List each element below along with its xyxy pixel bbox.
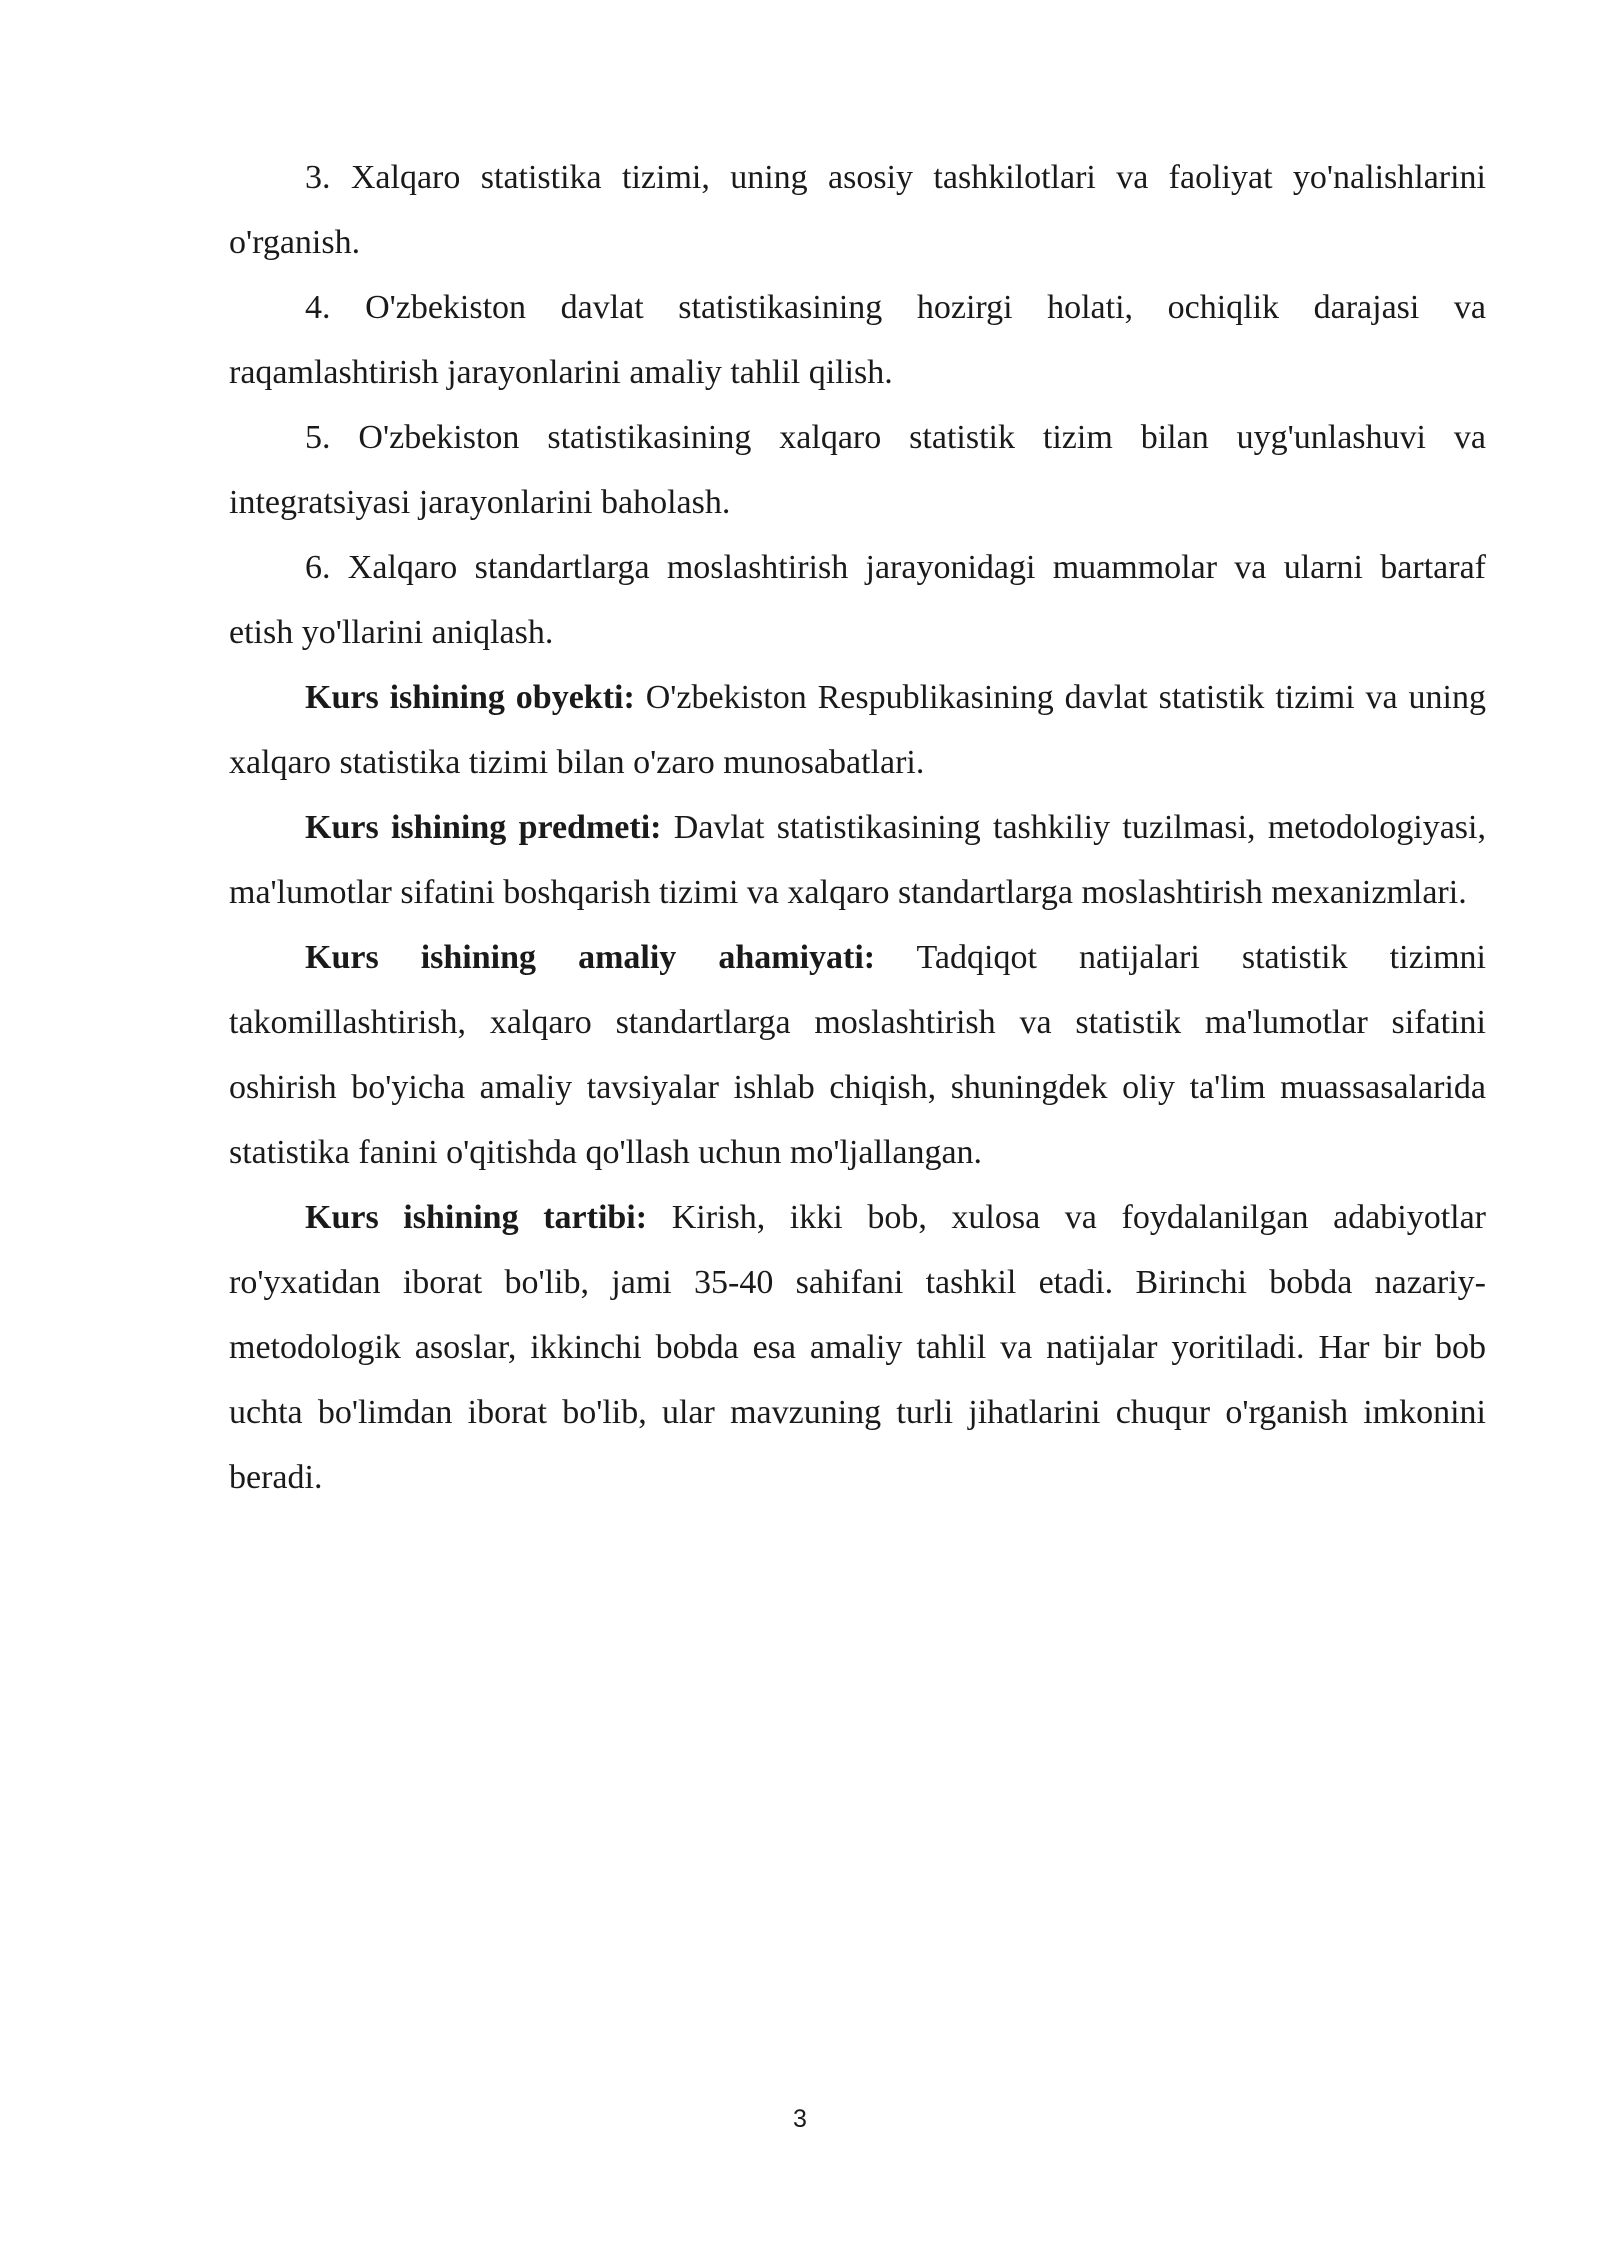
object-label: Kurs ishining obyekti: [305, 679, 635, 716]
subject-label: Kurs ishining predmeti: [305, 809, 662, 846]
list-item-5: 5. O'zbekiston statistikasining xalqaro statistik tizim bilan uyg'unlashuvi va integratsiyasi jarayonlarini baholash. [229, 419, 1486, 521]
structure-paragraph [229, 1185, 1486, 1510]
subject-text: Davlat statistikasining tashkiliy tuzilmasi, metodologiyasi, ma'lumotlar sifatini boshqarish tizimi va xalqaro standartlarga moslashtirish mexanizmlari. [229, 809, 1486, 911]
object-text: O'zbekiston Respublikasining davlat statistik tizimi va uning xalqaro statistika tizimi bilan o'zaro munosabatlari. [229, 679, 1487, 781]
structure-label: Kurs ishining tartibi: [305, 1199, 648, 1236]
list-item-6: 6. Xalqaro standartlarga moslashtirish jarayonidagi muammolar va ularni bartaraf etish yo'llarini aniqlash. [229, 549, 1486, 651]
object-paragraph [229, 665, 1486, 795]
subject-paragraph [229, 795, 1486, 925]
list-item-4: 4. O'zbekiston davlat statistikasining hozirgi holati, ochiqlik darajasi va raqamlashtirish jarayonlarini amaliy tahlil qilish. [229, 289, 1486, 391]
page-number: 3 [793, 2105, 807, 2133]
page-body [229, 145, 1486, 1510]
list-item-3: 3. Xalqaro statistika tizimi, uning asosiy tashkilotlari va faoliyat yo'nalishlarini o'rganish. [229, 159, 1486, 261]
significance-text: Tadqiqot natijalari statistik tizimni takomillashtirish, xalqaro standartlarga moslashtirish va statistik ma'lumotlar sifatini oshirish bo'yicha amaliy tavsiyalar ishlab chiqish, shuningdek oliy ta'lim muassasalarida statistika fanini o'qitishda qo'llash uchun mo'ljallangan. [229, 939, 1486, 1171]
significance-label: Kurs ishining amaliy ahamiyati: [305, 939, 876, 976]
structure-text: Kirish, ikki bob, xulosa va foydalanilgan adabiyotlar ro'yxatidan iborat bo'lib, jami 35-40 sahifani tashkil etadi. Birinchi bobda nazariy-metodologik asoslar, ikkinchi bobda esa amaliy tahlil va natijalar yoritiladi. Har bir bob uchta bo'limdan iborat bo'lib, ular mavzuning turli jihatlarini chuqur o'rganish imkonini beradi. [229, 1199, 1486, 1496]
significance-paragraph [229, 925, 1486, 1185]
